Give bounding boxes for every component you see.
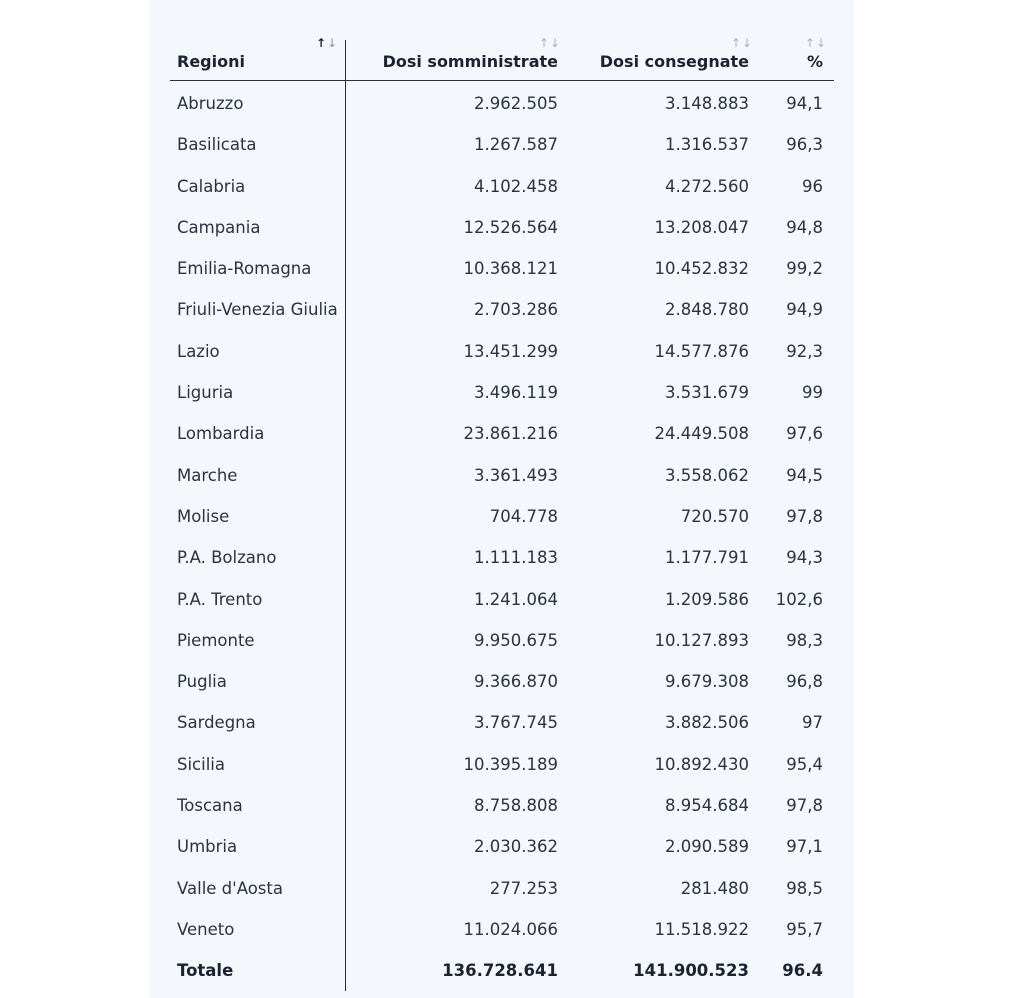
- cell-administered: 3.361.493: [474, 465, 558, 485]
- cell-percent: 99,2: [786, 259, 823, 279]
- cell-delivered: 24.449.508: [654, 424, 749, 444]
- cell-delivered: 9.679.308: [665, 672, 749, 692]
- cell-administered: 1.267.587: [474, 135, 558, 155]
- cell-percent: 97: [802, 713, 823, 733]
- cell-percent: 97,8: [786, 506, 823, 526]
- table-body: [0, 83, 1024, 992]
- cell-administered: 13.451.299: [463, 341, 558, 361]
- cell-delivered: 3.148.883: [665, 94, 749, 113]
- table-row: [0, 785, 1024, 826]
- cell-region: Sardegna: [177, 713, 256, 733]
- table-row: [0, 207, 1024, 248]
- table-row: [0, 413, 1024, 454]
- cell-delivered: 8.954.684: [665, 796, 749, 816]
- cell-region: Sicilia: [177, 754, 225, 774]
- cell-administered: 10.368.121: [463, 259, 558, 279]
- header-dosi-somministrate[interactable]: Dosi somministrate: [382, 52, 558, 71]
- table-row: [0, 620, 1024, 661]
- cell-administered: 2.962.505: [474, 94, 558, 113]
- cell-region: Friuli-Venezia Giulia: [177, 300, 338, 320]
- table-row: [0, 496, 1024, 537]
- cell-region: Toscana: [177, 796, 243, 816]
- table-row: [0, 166, 1024, 207]
- cell-region: Umbria: [177, 837, 238, 857]
- table-row: [0, 826, 1024, 867]
- table-total-row: [0, 950, 1024, 991]
- cell-delivered: 3.558.062: [665, 465, 749, 485]
- table-row: [0, 702, 1024, 743]
- cell-administered: 1.241.064: [474, 589, 558, 609]
- cell-percent: 98,3: [786, 630, 823, 650]
- cell-delivered: 1.316.537: [665, 135, 749, 155]
- cell-delivered: 720.570: [680, 506, 749, 526]
- cell-administered: 11.024.066: [463, 919, 558, 939]
- cell-delivered: 10.892.430: [654, 754, 749, 774]
- sort-up-icon: ↑: [316, 36, 328, 50]
- table-row: [0, 744, 1024, 785]
- cell-delivered: 1.177.791: [665, 548, 749, 568]
- cell-region: Calabria: [177, 176, 246, 196]
- cell-percent: 97,6: [786, 424, 823, 444]
- table-row: [0, 372, 1024, 413]
- cell-percent: 92,3: [786, 341, 823, 361]
- table-row: [0, 579, 1024, 620]
- cell-delivered: 10.452.832: [654, 259, 749, 279]
- cell-region: Marche: [177, 465, 238, 485]
- cell-delivered: 2.090.589: [665, 837, 749, 857]
- cell-administered: 3.496.119: [474, 383, 558, 403]
- cell-administered: 4.102.458: [474, 176, 558, 196]
- header-dosi-consegnate[interactable]: Dosi consegnate: [599, 52, 749, 71]
- sort-down-icon: ↓: [327, 36, 339, 50]
- cell-delivered: 3.882.506: [665, 713, 749, 733]
- cell-region: Emilia-Romagna: [177, 259, 312, 279]
- cell-administered: 3.767.745: [474, 713, 558, 733]
- table-row: [0, 909, 1024, 950]
- cell-delivered: 3.531.679: [665, 383, 749, 403]
- cell-administered: 23.861.216: [463, 424, 558, 444]
- cell-percent: 94,9: [786, 300, 823, 320]
- cell-percent: 96.4: [782, 961, 823, 981]
- table-row: [0, 83, 1024, 124]
- table-row: [0, 661, 1024, 702]
- cell-administered: 9.950.675: [474, 630, 558, 650]
- cell-percent: 94,1: [786, 94, 823, 113]
- cell-percent: 97,8: [786, 796, 823, 816]
- cell-region: Piemonte: [177, 630, 255, 650]
- cell-percent: 95,4: [786, 754, 823, 774]
- table-row: [0, 455, 1024, 496]
- cell-delivered: 1.209.586: [665, 589, 749, 609]
- cell-percent: 99: [802, 383, 823, 403]
- cell-percent: 94,8: [786, 217, 823, 237]
- cell-region: Campania: [177, 217, 261, 237]
- cell-administered: 2.030.362: [474, 837, 558, 857]
- cell-delivered: 4.272.560: [665, 176, 749, 196]
- cell-administered: 9.366.870: [474, 672, 558, 692]
- cell-delivered: 14.577.876: [654, 341, 749, 361]
- cell-delivered: 141.900.523: [633, 961, 749, 981]
- cell-percent: 95,7: [786, 919, 823, 939]
- cell-region: Abruzzo: [177, 94, 244, 113]
- cell-administered: 136.728.641: [442, 961, 558, 981]
- table-row: [0, 868, 1024, 909]
- header-divider: [170, 80, 834, 81]
- table-row: [0, 331, 1024, 372]
- cell-delivered: 10.127.893: [654, 630, 749, 650]
- sort-regioni-icon[interactable]: [316, 36, 338, 50]
- cell-percent: 98,5: [786, 878, 823, 898]
- cell-region: P.A. Trento: [177, 589, 263, 609]
- cell-administered: 2.703.286: [474, 300, 558, 320]
- cell-region: Molise: [177, 506, 230, 526]
- cell-percent: 97,1: [786, 837, 823, 857]
- cell-administered: 10.395.189: [463, 754, 558, 774]
- cell-region: Totale: [177, 961, 234, 981]
- cell-percent: 94,5: [786, 465, 823, 485]
- cell-region: P.A. Bolzano: [177, 548, 277, 568]
- cell-administered: 277.253: [489, 878, 558, 898]
- table-row: [0, 124, 1024, 165]
- cell-delivered: 281.480: [680, 878, 749, 898]
- cell-administered: 1.111.183: [474, 548, 558, 568]
- cell-administered: 704.778: [489, 506, 558, 526]
- cell-region: Valle d'Aosta: [177, 878, 283, 898]
- cell-region: Puglia: [177, 672, 227, 692]
- cell-percent: 96,8: [786, 672, 823, 692]
- table-row: [0, 537, 1024, 578]
- cell-administered: 12.526.564: [463, 217, 558, 237]
- header-percent[interactable]: %: [806, 52, 823, 71]
- cell-region: Veneto: [177, 919, 235, 939]
- cell-percent: 94,3: [786, 548, 823, 568]
- cell-region: Lazio: [177, 341, 220, 361]
- sort-dosi-somministrate-icon[interactable]: ↑↓: [539, 36, 562, 50]
- cell-delivered: 2.848.780: [665, 300, 749, 320]
- cell-region: Liguria: [177, 383, 234, 403]
- cell-percent: 102,6: [775, 589, 823, 609]
- cell-administered: 8.758.808: [474, 796, 558, 816]
- table-row: [0, 248, 1024, 289]
- cell-delivered: 13.208.047: [654, 217, 749, 237]
- cell-region: Lombardia: [177, 424, 265, 444]
- sort-percent-icon[interactable]: ↑↓: [805, 36, 828, 50]
- cell-percent: 96: [802, 176, 823, 196]
- cell-percent: 96,3: [786, 135, 823, 155]
- table-row: [0, 289, 1024, 330]
- cell-delivered: 11.518.922: [654, 919, 749, 939]
- sort-dosi-consegnate-icon[interactable]: ↑↓: [731, 36, 754, 50]
- header-regioni[interactable]: Regioni: [177, 52, 245, 71]
- cell-region: Basilicata: [177, 135, 257, 155]
